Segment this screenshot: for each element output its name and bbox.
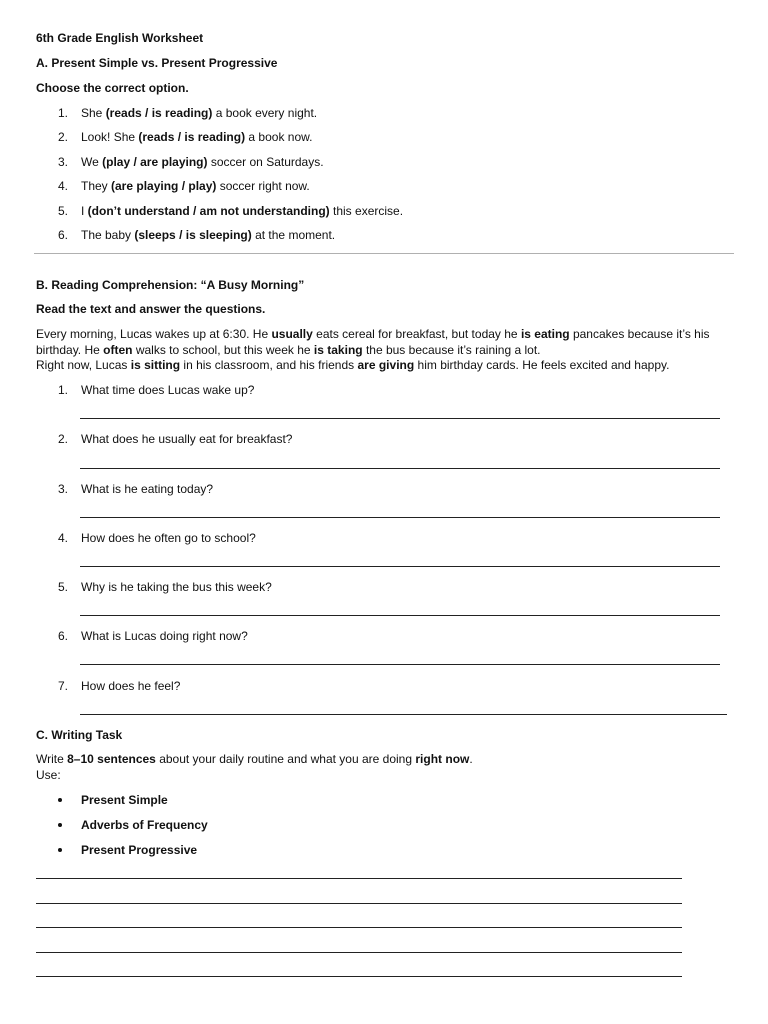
question-text: How does he feel?	[81, 679, 181, 693]
item-number: 3.	[58, 155, 69, 169]
section-b-instruction: Read the text and answer the questions.	[36, 302, 266, 316]
worksheet-title: 6th Grade English Worksheet	[36, 31, 204, 45]
item-text	[81, 178, 310, 194]
passage-bold: is taking	[313, 343, 363, 357]
question-number: 2.	[58, 432, 69, 446]
passage-text: walks to school, but this week he	[132, 343, 314, 357]
bullet-item: Present Simple	[81, 793, 168, 807]
passage-bold: are giving	[357, 358, 415, 372]
passage-bold: is sitting	[130, 358, 181, 372]
writing-line[interactable]	[36, 927, 682, 928]
answer-line[interactable]	[80, 664, 720, 665]
section-a-instruction: Choose the correct option.	[36, 81, 189, 95]
bullet-dot	[58, 798, 62, 802]
question-number: 5.	[58, 580, 69, 594]
passage-bold: often	[103, 343, 133, 357]
item-post: a book now.	[245, 130, 313, 144]
writing-line[interactable]	[36, 903, 682, 904]
question-text: How does he often go to school?	[81, 531, 256, 545]
bullet-dot	[58, 848, 62, 852]
question-text: What does he usually eat for breakfast?	[81, 432, 293, 446]
passage-text: the bus because it’s raining a lot.	[362, 343, 541, 357]
section-a-heading: A. Present Simple vs. Present Progressive	[36, 56, 278, 70]
item-post: at the moment.	[251, 228, 336, 242]
bullet-dot	[58, 823, 62, 827]
item-post: soccer on Saturdays.	[207, 155, 324, 169]
item-number: 2.	[58, 130, 69, 144]
item-pre: Look! She	[81, 130, 139, 144]
question-number: 1.	[58, 383, 69, 397]
question-text: What time does Lucas wake up?	[81, 383, 255, 397]
item-text	[81, 154, 324, 170]
writing-line[interactable]	[36, 878, 682, 879]
instruction-text: .	[469, 752, 473, 766]
passage-text: eats cereal for breakfast, but today he	[312, 327, 521, 341]
question-text: What is Lucas doing right now?	[81, 629, 248, 643]
item-pre: The baby	[81, 228, 135, 242]
instruction-text: about your daily routine and what you are doing	[155, 752, 416, 766]
answer-line[interactable]	[80, 517, 720, 518]
item-pre: They	[81, 179, 112, 193]
question-number: 7.	[58, 679, 69, 693]
instruction-text: Write	[36, 752, 68, 766]
instruction-bold: right now	[415, 752, 470, 766]
passage-line	[36, 326, 710, 342]
question-text: Why is he taking the bus this week?	[81, 580, 272, 594]
item-number: 4.	[58, 179, 69, 193]
item-post: this exercise.	[329, 204, 404, 218]
answer-line[interactable]	[80, 468, 720, 469]
question-text: What is he eating today?	[81, 482, 214, 496]
answer-line[interactable]	[80, 714, 727, 715]
passage-bold: is eating	[520, 327, 570, 341]
question-number: 4.	[58, 531, 69, 545]
item-text	[81, 227, 335, 243]
item-options: (sleeps / is sleeping)	[134, 228, 252, 242]
item-options: (play / are playing)	[102, 155, 208, 169]
writing-line[interactable]	[36, 952, 682, 953]
item-pre: She	[81, 106, 106, 120]
item-text	[81, 105, 317, 121]
item-options: (don’t understand / am not understanding)	[87, 204, 330, 218]
item-options: (are playing / play)	[111, 179, 217, 193]
writing-line[interactable]	[36, 976, 682, 977]
passage-text: Every morning, Lucas wakes up at 6:30. He	[36, 327, 272, 341]
passage-text: pancakes because it’s his	[569, 327, 710, 341]
section-b-heading: B. Reading Comprehension: “A Busy Morning”	[36, 278, 305, 292]
item-options: (reads / is reading)	[138, 130, 246, 144]
passage-bold: usually	[271, 327, 313, 341]
item-text	[81, 129, 312, 145]
instruction-bold: 8–10 sentences	[67, 752, 156, 766]
section-divider	[34, 253, 734, 254]
answer-line[interactable]	[80, 615, 720, 616]
writing-instruction	[36, 751, 473, 767]
item-number: 5.	[58, 204, 69, 218]
item-number: 1.	[58, 106, 69, 120]
passage-line	[36, 357, 669, 373]
question-number: 3.	[58, 482, 69, 496]
section-c-heading: C. Writing Task	[36, 728, 123, 742]
item-number: 6.	[58, 228, 69, 242]
use-label: Use:	[36, 768, 61, 782]
bullet-item: Adverbs of Frequency	[81, 818, 208, 832]
item-post: soccer right now.	[216, 179, 310, 193]
passage-text: birthday. He	[36, 343, 104, 357]
item-text	[81, 203, 403, 219]
item-pre: We	[81, 155, 103, 169]
passage-line	[36, 342, 541, 358]
answer-line[interactable]	[80, 566, 720, 567]
passage-text: him birthday cards. He feels excited and happy.	[414, 358, 670, 372]
passage-text: Right now, Lucas	[36, 358, 131, 372]
question-number: 6.	[58, 629, 69, 643]
bullet-item: Present Progressive	[81, 843, 198, 857]
passage-text: in his classroom, and his friends	[180, 358, 358, 372]
item-post: a book every night.	[212, 106, 318, 120]
item-pre: I	[81, 204, 88, 218]
item-options: (reads / is reading)	[105, 106, 213, 120]
answer-line[interactable]	[80, 418, 720, 419]
